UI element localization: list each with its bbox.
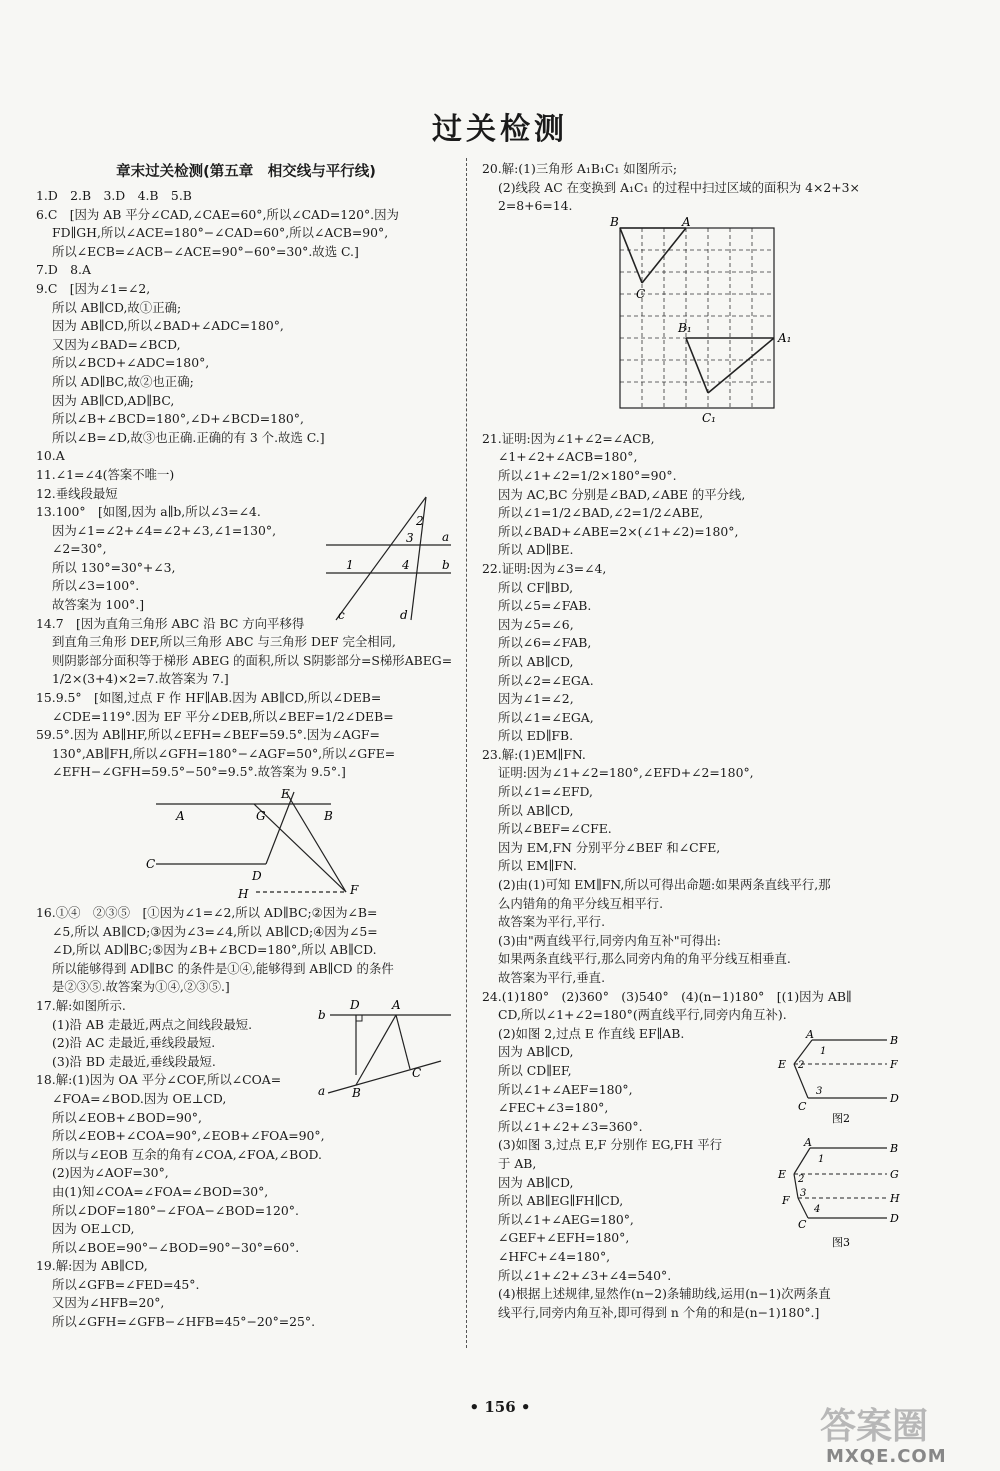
answer-line: 所以∠BCD+∠ADC=180°, — [52, 355, 210, 371]
figure-q15 — [146, 784, 386, 902]
answer-line: (2)线段 AC 在变换到 A₁C₁ 的过程中扫过区域的面积为 4×2+3× — [498, 179, 860, 195]
answer-line: 所以∠B=∠D,故③也正确.正确的有 3 个.故选 C.] — [52, 429, 325, 445]
fig2-label-A: A — [806, 1027, 814, 1041]
answer-line: 所以 AD∥BE. — [498, 542, 574, 558]
answer-line: 18.解:(1)因为 OA 平分∠COF,所以∠COA= — [36, 1072, 282, 1088]
fig2-label-1: 1 — [820, 1045, 827, 1057]
answer-line: 所以 AB∥CD, — [498, 653, 574, 669]
fig15-label-E: E — [281, 787, 290, 801]
answer-line: 11.∠1=∠4(答案不唯一) — [36, 466, 175, 482]
fig2-label-E: E — [778, 1057, 787, 1071]
fig13-label-1: 1 — [346, 558, 354, 573]
fig15-label-B: B — [324, 809, 333, 823]
fig15-label-D: D — [252, 869, 262, 883]
fig3-label-C: C — [798, 1217, 807, 1231]
answer-line: 14.7 [因为直角三角形 ABC 沿 BC 方向平移得 — [36, 615, 305, 631]
fig20-label-B: B — [610, 214, 619, 229]
answer-line: (2)沿 AC 走最近,垂线段最短. — [52, 1035, 216, 1051]
fig15-label-G: G — [256, 809, 266, 823]
answer-line: 因为 OE⊥CD, — [52, 1221, 135, 1237]
answer-line: 23.解:(1)EM∥FN. — [482, 746, 586, 762]
answer-line: (1)沿 AB 走最近,两点之间线段最短. — [52, 1016, 253, 1032]
fig2-caption: 图2 — [832, 1111, 850, 1125]
figure-3 — [772, 1135, 902, 1252]
fig13-label-a: a — [442, 530, 450, 545]
fig13-label-b: b — [442, 558, 450, 573]
answer-line: 因为∠1=∠2, — [498, 691, 574, 707]
answers-20 — [482, 160, 912, 216]
fig17-label-b: b — [318, 1007, 326, 1022]
fig17-label-C: C — [412, 1065, 422, 1080]
answer-line: (3)由"两直线平行,同旁内角互补"可得出: — [498, 932, 721, 948]
answer-line: 130°,AB∥FH,所以∠GFH=180°−∠AGF=50°,所以∠GFE= — [52, 745, 396, 761]
fig3-label-E: E — [778, 1167, 787, 1181]
answer-line: 又因为∠HFB=20°, — [52, 1295, 165, 1311]
answer-line: 于 AB, — [498, 1155, 537, 1171]
answer-line: 所以与∠EOB 互余的角有∠COA,∠FOA,∠BOD. — [52, 1146, 322, 1162]
answer-line: 所以∠B+∠BCD=180°,∠D+∠BCD=180°, — [52, 411, 304, 427]
answer-line: ∠HFC+∠4=180°, — [498, 1248, 611, 1264]
fig20-label-B1: B₁ — [678, 320, 692, 335]
section-title: 章末过关检测(第五章 相交线与平行线) — [116, 164, 376, 180]
fig15-label-F: F — [350, 883, 359, 897]
fig3-caption: 图3 — [832, 1235, 850, 1249]
fig15-label-C: C — [146, 857, 156, 871]
fig17-label-D: D — [350, 997, 360, 1012]
fig3-label-B: B — [890, 1141, 899, 1155]
answers-1-12 — [36, 187, 456, 503]
answer-line: ∠CDE=119°.因为 EF 平分∠DEB,所以∠BEF=1/2∠DEB= — [52, 708, 394, 724]
answer-line: 又因为∠BAD=∠BCD, — [52, 336, 181, 352]
answers-14-15 — [36, 615, 456, 782]
fig3-label-2: 2 — [798, 1173, 805, 1185]
answer-line: 所以∠1+∠AEG=180°, — [498, 1211, 634, 1227]
answer-line: 所以∠1+∠2+∠3=360°. — [498, 1118, 643, 1134]
answer-line: 所以∠3=100°. — [52, 578, 140, 594]
fig17-label-a: a — [318, 1083, 326, 1098]
fig17-label-A: A — [392, 997, 401, 1012]
answer-line: 16.①④ ②③⑤ [①因为∠1=∠2,所以 AD∥BC;②因为∠B= — [36, 905, 378, 920]
answer-line: 所以∠BAD+∠ABE=2×(∠1+∠2)=180°, — [498, 523, 739, 539]
answer-line: ∠EFH−∠GFH=59.5°−50°=9.5°.故答案为 9.5°.] — [52, 764, 346, 780]
answer-line: (4)根据上述规律,显然作(n−2)条辅助线,运用(n−1)次两条直 — [498, 1286, 831, 1302]
watermark-logo: 答案圈 — [820, 1406, 929, 1447]
fig20-label-C: C — [636, 286, 646, 301]
answer-line: 所以∠ECB=∠ACB−∠ACE=90°−60°=30°.故选 C.] — [52, 243, 359, 259]
answer-line: 所以 CF∥BD, — [498, 579, 574, 595]
answer-line: 所以 AD∥BC,故②也正确; — [52, 373, 194, 389]
answer-line: 所以∠EOB+∠COA=90°,∠EOB+∠FOA=90°, — [52, 1128, 325, 1144]
answer-line: 所以∠5=∠FAB. — [498, 598, 592, 614]
answer-line: 12.垂线段最短 — [36, 485, 118, 501]
watermark-site: MXQE.COM — [826, 1446, 947, 1467]
figure-q17 — [316, 997, 456, 1100]
answers-13 — [36, 503, 336, 615]
q24-block — [482, 988, 912, 1323]
answer-line: 所以∠2=∠EGA. — [498, 672, 594, 688]
fig2-label-3: 3 — [816, 1085, 823, 1097]
fig13-label-c: c — [338, 608, 345, 623]
fig13-label-d: d — [400, 608, 408, 623]
answer-line: (3)沿 BD 走最近,垂线段最短. — [52, 1053, 216, 1069]
answer-line: CD,所以∠1+∠2=180°(两直线平行,同旁内角互补). — [498, 1007, 787, 1023]
answer-line: 因为 EM,FN 分别平分∠BEF 和∠CFE, — [498, 839, 721, 855]
answer-line: 所以 CD∥EF, — [498, 1062, 572, 1078]
answer-line: 所以∠DOF=180°−∠FOA−∠BOD=120°. — [52, 1202, 299, 1218]
answer-line: 所以∠BEF=∠CFE. — [498, 821, 612, 837]
answer-line: 所以∠1+∠AEF=180°, — [498, 1081, 633, 1097]
page-title: 过关检测 — [432, 112, 568, 147]
answer-line: 9.C [因为∠1=∠2, — [36, 280, 151, 296]
fig3-label-1: 1 — [818, 1153, 825, 1165]
answer-line: 22.证明:因为∠3=∠4, — [482, 560, 607, 576]
answer-line: 因为 AB∥CD, — [498, 1174, 574, 1190]
figure-2 — [772, 1027, 902, 1125]
answer-line: 么内错角的角平分线互相平行. — [498, 895, 664, 911]
answer-line: 故答案为平行,平行. — [498, 914, 606, 930]
answer-line: 所以∠6=∠FAB, — [498, 635, 592, 651]
answer-line: 因为 AB∥CD,AD∥BC, — [52, 392, 175, 408]
answer-line: 故答案为 100°.] — [52, 597, 145, 613]
answer-line: 所以能够得到 AD∥BC 的条件是①④,能够得到 AB∥CD 的条件 — [52, 960, 394, 976]
fig17-label-B: B — [352, 1085, 361, 1100]
left-column — [36, 160, 456, 1332]
answer-line: ∠1+∠2+∠ACB=180°, — [498, 449, 638, 465]
fig13-label-2: 2 — [416, 514, 424, 529]
answer-line: 故答案为平行,垂直. — [498, 970, 606, 985]
answer-line: 2=8+6=14. — [498, 198, 573, 214]
fig2-label-2: 2 — [798, 1059, 805, 1071]
answer-line: ∠5,所以 AB∥CD;③因为∠3=∠4,所以 AB∥CD;④因为∠5= — [52, 923, 378, 939]
answer-line: 59.5°.因为 AB∥HF,所以∠EFH=∠BEF=59.5°.因为∠AGF= — [36, 727, 380, 743]
answer-line: 如果两条直线平行,那么同旁内角的角平分线互相垂直. — [498, 951, 791, 967]
answer-line: 由(1)知∠COA=∠FOA=∠BOD=30°, — [52, 1183, 269, 1199]
answers-18-19 — [36, 1071, 456, 1331]
fig3-label-4: 4 — [814, 1203, 821, 1215]
answer-line: 因为 AB∥CD, — [498, 1044, 574, 1060]
answer-line: 则阴影部分面积等于梯形 ABEG 的面积,所以 S阴影部分=S梯形ABEG= — [52, 652, 453, 668]
answer-line: 1.D 2.B 3.D 4.B 5.B — [36, 188, 192, 203]
answers-16 — [36, 904, 456, 997]
answer-line: 线平行,同旁内角互补,即可得到 n 个角的和是(n−1)180°.] — [498, 1304, 820, 1320]
answer-line: 因为∠5=∠6, — [498, 616, 574, 632]
answer-line: 17.解:如图所示. — [36, 997, 126, 1013]
answer-line: 证明:因为∠1+∠2=180°,∠EFD+∠2=180°, — [498, 765, 754, 781]
fig3-label-3: 3 — [800, 1187, 807, 1199]
answer-line: 所以 AB∥CD,故①正确; — [52, 299, 182, 315]
answer-line: 所以∠GFH=∠GFB−∠HFB=45°−20°=25°. — [52, 1314, 316, 1330]
answer-line: 所以∠1=∠EFD, — [498, 784, 593, 800]
fig3-label-D: D — [890, 1211, 899, 1225]
answer-line: 所以∠GFB=∠FED=45°. — [52, 1276, 200, 1292]
answer-line: 7.D 8.A — [36, 262, 91, 278]
fig3-label-G: G — [890, 1167, 899, 1181]
right-column — [482, 160, 912, 1322]
answer-line: 到直角三角形 DEF,所以三角形 ABC 与三角形 DEF 完全相同, — [52, 634, 396, 650]
answer-line: ∠D,所以 AD∥BC;⑤因为∠B+∠BCD=180°,所以 AB∥CD. — [52, 942, 377, 958]
answer-line: 所以∠1=1/2∠BAD,∠2=1/2∠ABE, — [498, 505, 704, 521]
fig3-label-F: F — [782, 1193, 790, 1207]
fig15-label-H: H — [238, 887, 249, 901]
answer-line: ∠FOA=∠BOD.因为 OE⊥CD, — [52, 1090, 227, 1106]
answer-line: 因为∠1=∠2+∠4=∠2+∠3,∠1=130°, — [52, 522, 277, 538]
answer-line: (3)如图 3,过点 E,F 分别作 EG,FH 平行 — [498, 1137, 723, 1153]
fig2-label-C: C — [798, 1099, 807, 1113]
answer-line: 所以 EM∥FN. — [498, 858, 577, 874]
answer-line: 因为 AC,BC 分别是∠BAD,∠ABE 的平分线, — [498, 486, 746, 502]
answer-line: (2)由(1)可知 EM∥FN,所以可得出命题:如果两条直线平行,那 — [498, 877, 831, 893]
column-divider — [466, 158, 467, 1348]
answer-line: 19.解:因为 AB∥CD, — [36, 1258, 148, 1274]
answer-line: 所以∠EOB+∠BOD=90°, — [52, 1109, 202, 1125]
answer-line: 所以∠1+∠2=1/2×180°=90°. — [498, 467, 677, 483]
figure-q13 — [316, 495, 456, 625]
answer-line: 所以∠1+∠2+∠3+∠4=540°. — [498, 1267, 672, 1283]
fig3-label-A: A — [804, 1135, 812, 1149]
answer-line: 13.100° [如图,因为 a∥b,所以∠3=∠4. — [36, 504, 261, 520]
answer-line: ∠FEC+∠3=180°, — [498, 1100, 609, 1116]
fig20-label-A1: A₁ — [778, 330, 792, 345]
answers-21-23 — [482, 430, 912, 988]
answer-line: 10.A — [36, 448, 65, 464]
answer-line: 所以 ED∥FB. — [498, 728, 574, 744]
fig2-label-D: D — [890, 1091, 899, 1105]
answer-line: 所以 AB∥EG∥FH∥CD, — [498, 1193, 624, 1209]
fig2-label-F: F — [890, 1057, 898, 1071]
answer-line: 1/2×(3+4)×2=7.故答案为 7.] — [52, 671, 229, 687]
answer-line: FD∥GH,所以∠ACE=180°−∠CAD=60°,所以∠ACB=90°, — [52, 225, 389, 241]
answer-line: 因为 AB∥CD,所以∠BAD+∠ADC=180°, — [52, 318, 284, 334]
answer-line: 是②③⑤.故答案为①④,②③⑤.] — [52, 979, 230, 995]
answers-17 — [36, 997, 316, 1071]
answer-line: (2)因为∠AOF=30°, — [52, 1165, 169, 1181]
fig2-label-B: B — [890, 1033, 899, 1047]
page-number: • 156 • — [469, 1398, 531, 1416]
answer-line: 所以∠BOE=90°−∠BOD=90°−30°=60°. — [52, 1239, 300, 1255]
answer-line: 所以 AB∥CD, — [498, 802, 574, 818]
answer-line: 24.(1)180° (2)360° (3)540° (4)(n−1)180° [(1)因为 AB∥ — [482, 988, 852, 1004]
fig15-label-A: A — [176, 809, 185, 823]
answer-line: (2)如图 2,过点 E 作直线 EF∥AB. — [498, 1025, 685, 1041]
answer-line: 所以∠1=∠EGA, — [498, 709, 594, 725]
answer-line: ∠GEF+∠EFH=180°, — [498, 1230, 630, 1246]
answer-line: 15.9.5° [如图,过点 F 作 HF∥AB.因为 AB∥CD,所以∠DEB= — [36, 690, 382, 706]
answer-line: 所以 130°=30°+∠3, — [52, 559, 176, 575]
fig13-label-3: 3 — [406, 531, 414, 546]
figure-q20-grid — [610, 214, 810, 428]
answer-line: 21.证明:因为∠1+∠2=∠ACB, — [482, 430, 655, 446]
fig3-label-H: H — [890, 1191, 900, 1205]
fig20-label-C1: C₁ — [702, 410, 716, 425]
answer-line: 6.C [因为 AB 平分∠CAD,∠CAE=60°,所以∠CAD=120°.因为 — [36, 206, 399, 222]
fig13-label-4: 4 — [402, 558, 410, 573]
fig20-label-A: A — [682, 214, 691, 229]
answer-line: 20.解:(1)三角形 A₁B₁C₁ 如图所示; — [482, 161, 678, 176]
answer-line: ∠2=30°, — [52, 541, 107, 557]
